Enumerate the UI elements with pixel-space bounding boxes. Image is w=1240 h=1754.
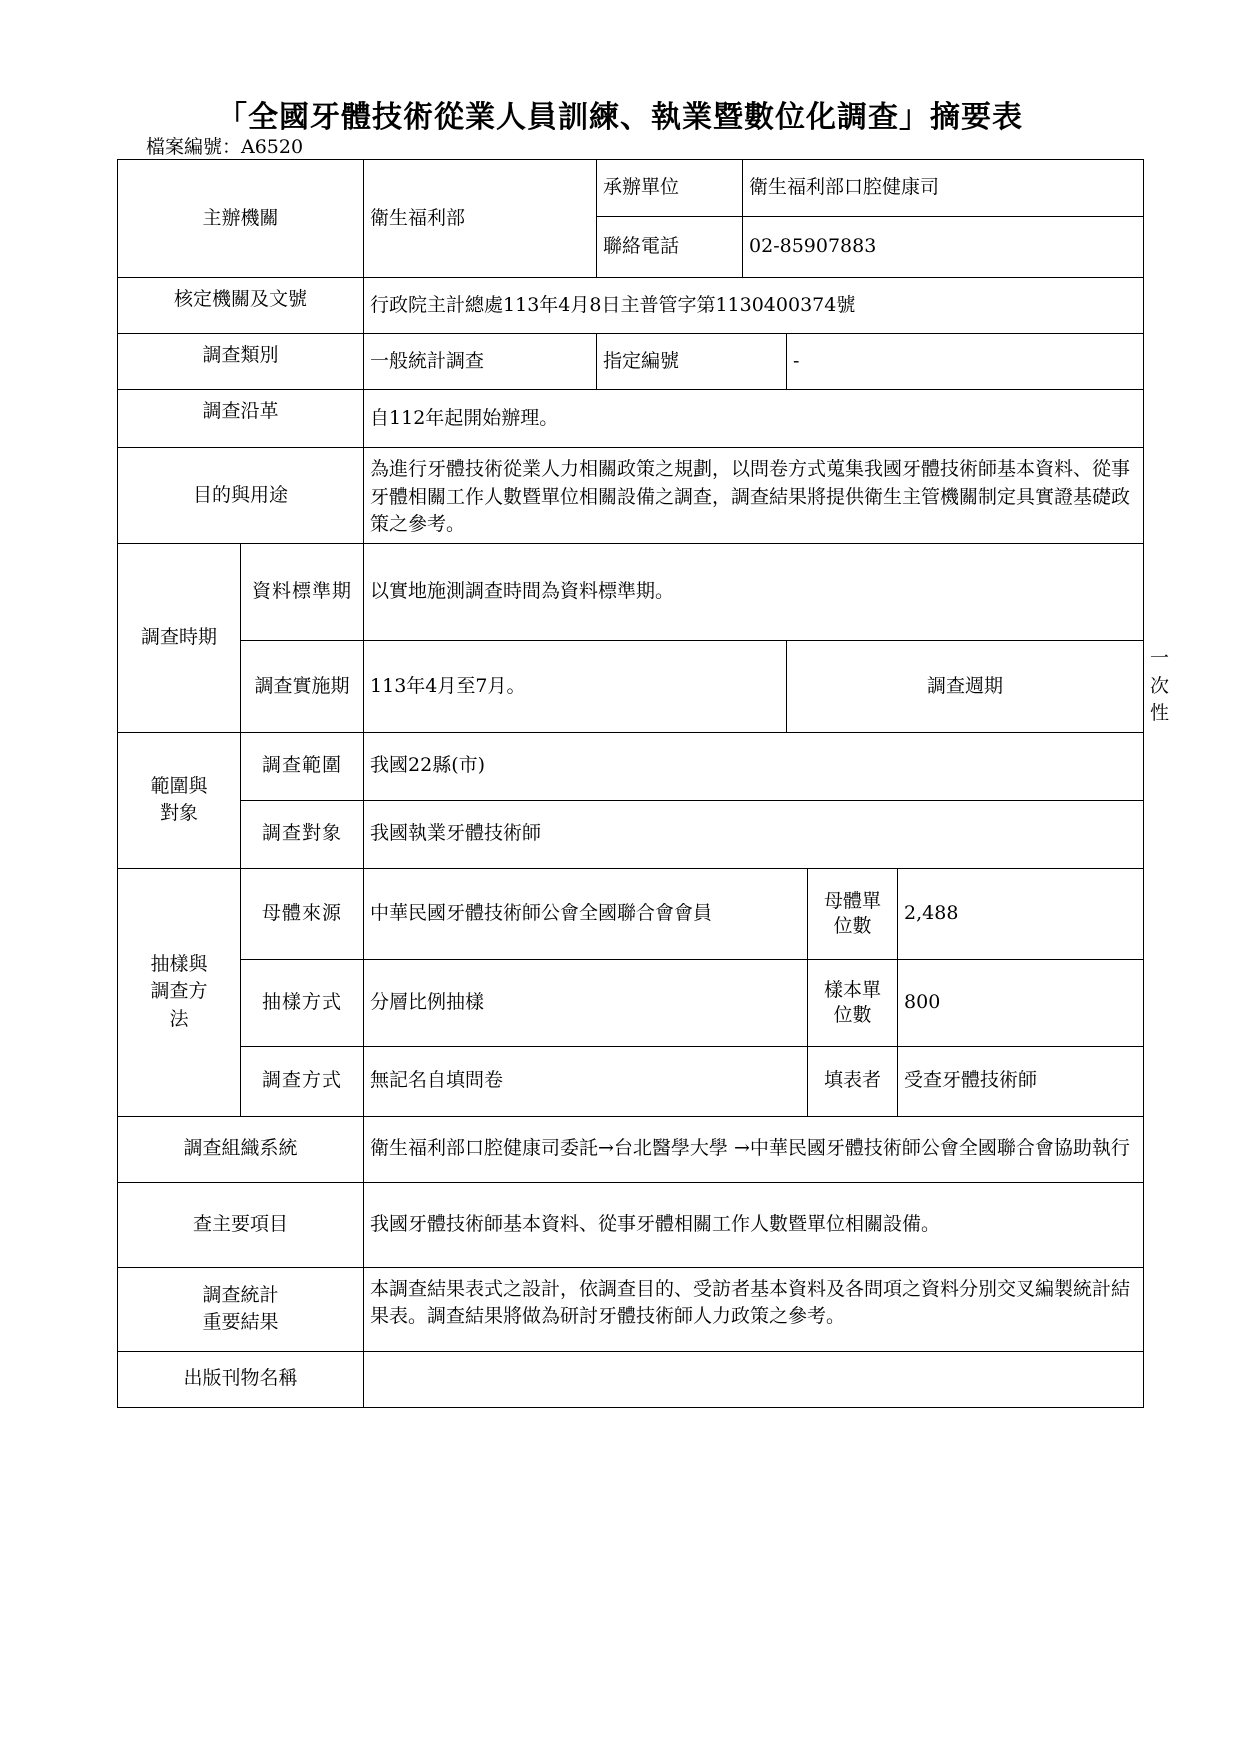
document-title: 「全國牙體技術從業人員訓練、執業暨數位化調查」摘要表 xyxy=(217,100,1023,135)
population-source-value: 中華民國牙體技術師公會全國聯合會會員 xyxy=(364,868,808,959)
designated-no-value: - xyxy=(787,334,1144,390)
phone-label: 聯絡電話 xyxy=(597,217,743,278)
impl-period-value: 113年4月至7月。 xyxy=(364,641,787,733)
org-system-value: 衛生福利部口腔健康司委託→台北醫學大學 →中華民國牙體技術師公會全國聯合會協助執行 xyxy=(364,1116,1144,1182)
sample-units-label: 樣本單位數 xyxy=(808,959,898,1046)
handling-unit-value: 衛生福利部口腔健康司 xyxy=(743,160,1144,217)
sample-units-value: 800 xyxy=(898,959,1144,1046)
publication-label: 出版刊物名稱 xyxy=(118,1351,364,1407)
population-units-label: 母體單位數 xyxy=(808,868,898,959)
sampling-label: 抽樣與調查方法 xyxy=(118,868,241,1116)
scope-label: 範圍與對象 xyxy=(118,732,241,868)
impl-period-label: 調查實施期 xyxy=(241,641,364,733)
respondent-value: 受查牙體技術師 xyxy=(898,1046,1144,1116)
period-label: 調查時期 xyxy=(118,544,241,733)
category-value: 一般統計調查 xyxy=(364,334,597,390)
results-label-line-1: 調查統計 xyxy=(202,1283,279,1306)
main-items-value: 我國牙體技術師基本資料、從事牙體相關工作人數暨單位相關設備。 xyxy=(364,1182,1144,1267)
category-label: 調查類別 xyxy=(118,334,364,390)
organizer-label: 主辦機關 xyxy=(118,160,364,278)
history-label: 調查沿革 xyxy=(118,390,364,448)
results-label-line-2: 重要結果 xyxy=(202,1311,279,1334)
results-label xyxy=(118,1267,364,1351)
main-items-label: 查主要項目 xyxy=(118,1182,364,1267)
history-value: 自112年起開始辦理。 xyxy=(364,390,1144,448)
file-number: 檔案編號：A6520 xyxy=(146,136,304,158)
organizer-value: 衛生福利部 xyxy=(364,160,597,278)
survey-method-label: 調查方式 xyxy=(241,1046,364,1116)
handling-unit-label: 承辦單位 xyxy=(597,160,743,217)
designated-no-label: 指定編號 xyxy=(597,334,787,390)
ref-period-label: 資料標準期 xyxy=(241,544,364,641)
org-system-label: 調查組織系統 xyxy=(118,1116,364,1182)
purpose-label: 目的與用途 xyxy=(118,448,364,544)
scope-area-value: 我國22縣(市) xyxy=(364,732,1144,800)
respondent-label: 填表者 xyxy=(808,1046,898,1116)
phone-value: 02-85907883 xyxy=(743,217,1144,278)
ref-period-value: 以實地施測調查時間為資料標準期。 xyxy=(364,544,1144,641)
scope-target-label: 調查對象 xyxy=(241,800,364,868)
purpose-value: 為進行牙體技術從業人力相關政策之規劃，以問卷方式蒐集我國牙體技術師基本資料、從事牙體相關工作人數暨單位相關設備之調查，調查結果將提供衛生主管機關制定具實證基礎政策之參考。 xyxy=(364,448,1144,544)
sampling-method-label: 抽樣方式 xyxy=(241,959,364,1046)
cycle-label: 調查週期 xyxy=(787,641,1144,733)
scope-target-value: 我國執業牙體技術師 xyxy=(364,800,1144,868)
population-source-label: 母體來源 xyxy=(241,868,364,959)
population-units-value: 2,488 xyxy=(898,868,1144,959)
scope-area-label: 調查範圍 xyxy=(241,732,364,800)
approval-label: 核定機關及文號 xyxy=(118,278,364,334)
sampling-method-value: 分層比例抽樣 xyxy=(364,959,808,1046)
survey-method-value: 無記名自填問卷 xyxy=(364,1046,808,1116)
results-value: 本調查結果表式之設計，依調查目的、受訪者基本資料及各問項之資料分別交叉編製統計結果表。調查結果將做為研討牙體技術師人力政策之參考。 xyxy=(364,1267,1144,1351)
approval-value: 行政院主計總處113年4月8日主普管字第1130400374號 xyxy=(364,278,1144,334)
publication-value xyxy=(364,1351,1144,1407)
summary-table: 主辦機關 衛生福利部 承辦單位 衛生福利部口腔健康司 聯絡電話 02-85907883 核定機關及文號 行政院主計總處113年4月8日主普管字第1130400374號 調查類別 一般統計調查 指定編號 - 調查沿革 自112年起開始辦理。 目的與用途 為進行牙體技術從業人力相關政策之規劃，以問卷方式蒐集我國牙體技術師基本資料、從事牙體相關工作人數暨單位相關設備之調查，調查結果將提供衛生主管機關制定具實證基礎政策之參考。 調查時期 資料標準期 以實地施測調查時間為資料標準期。 調查實施期 113年4月至7月。 調查週期 一次性 範圍與對象 調查範圍 我國22縣(市) 調查對象 我國執業牙體技術師 抽樣與調查方法 母體來源 中華民國牙體技術師公會全國聯合會會員 母體單位數 2,488 抽樣方式 分層比例抽樣 樣本單位數 800 調查方式 無記名自填問卷 填表者 受查牙體技術師 調查組織系統 衛生福利部口腔健康司委託→台北醫學大學 →中華民國牙體技術師公會全國聯合會協助執行 查主要項目 我國牙體技術師基本資料、從事牙體相關工作人數暨單位相關設備。 調查統計 重要結果 本調查結果表式之設計，依調查目的、受訪者基本資料及各問項之資料分別交叉編製統計結果表。調查結果將做為研討牙體技術師人力政策之參考。 出版刊物名稱 xyxy=(117,159,1144,1408)
